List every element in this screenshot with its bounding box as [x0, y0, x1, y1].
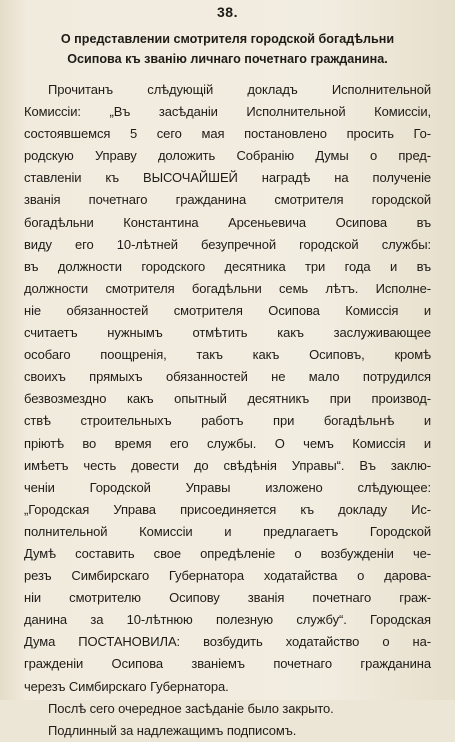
- body-line: Прочитанъ слѣдующій докладъ Исполнительной: [48, 82, 431, 97]
- body-line: виду его 10-лѣтней безупречной городской службы:: [24, 236, 431, 252]
- body-line: считаетъ нужнымъ отмѣтить какъ заслуживающее: [24, 325, 431, 341]
- body-line: состоявшемся 5 сего мая постановлено просить Го-: [24, 126, 431, 142]
- body-line: пріютѣ во время его службы. О чемъ Комиссія и: [24, 435, 431, 451]
- body-line: имѣетъ честь довести до свѣдѣнія Управы“. Въ заклю-: [24, 457, 431, 473]
- body-line: особаго поощренія, такъ какъ Осиповъ, кромѣ: [24, 347, 431, 363]
- body-line: данина за 10-лѣтнюю полезную службу“. Городская: [24, 612, 431, 628]
- body-line: родскую Управу доложить Собранію Думы о пред-: [24, 148, 431, 164]
- body-line: должности смотрителя богадѣльни семь лѣтъ. Исполне-: [24, 280, 431, 296]
- body-line: ставленіи къ ВЫСОЧАЙШЕЙ наградѣ на полученіе: [24, 170, 431, 186]
- closing-line: Послѣ сего очередное засѣданіе было закрыто.: [48, 700, 334, 716]
- body-line: Дума ПОСТАНОВИЛА: возбудить ходатайство о на-: [24, 634, 431, 650]
- body-line: своихъ прямыхъ обязанностей не мало потрудился: [24, 369, 431, 385]
- body-paragraph: [24, 79, 431, 698]
- body-line: званія почетнаго гражданина смотрителя городской: [24, 192, 431, 208]
- body-line: Комиссіи: „Въ засѣданіи Исполнительной Комиссіи,: [24, 104, 431, 120]
- body-line: гражденіи Осипова званіемъ почетнаго гражданина: [24, 656, 431, 672]
- body-line: безвозмездно какъ опытный десятникъ при производ-: [24, 391, 431, 407]
- body-line: въ должности городского десятника три года и въ: [24, 258, 431, 274]
- body-line: ченіи Городской Управы изложено слѣдующее:: [24, 479, 431, 495]
- heading-line: Осипова къ званію личнаго почетнаго гражданина.: [67, 52, 388, 66]
- body-line: ствѣ строительныхъ работъ при богадѣльнѣ и: [24, 413, 431, 429]
- body-line: „Городская Управа присоединяется къ докладу Ис-: [24, 501, 431, 517]
- body-line: богадѣльни Константина Арсеньевича Осипова въ: [24, 214, 431, 230]
- closing-line: Подлинный за надлежащимъ подписомъ.: [48, 722, 297, 738]
- body-line: ніи смотрителю Осипову званія почетнаго граж-: [24, 590, 431, 606]
- body-line: черезъ Симбирскаго Губернатора.: [24, 678, 229, 694]
- closing-paragraph: [24, 698, 431, 742]
- body-line: полнительной Комиссіи и предлагаетъ Городской: [24, 523, 431, 539]
- heading-line: О представлении смотрителя городской богадѣльни: [60, 32, 395, 46]
- body-line: ніе обязанностей смотрителя Осипова Комиссія и: [24, 302, 431, 318]
- body-line: Думѣ составить свое опредѣленіе о возбужденіи че-: [24, 545, 431, 561]
- page-number: 38.: [217, 4, 238, 20]
- section-heading: [24, 29, 431, 69]
- body-line: резъ Симбирскаго Губернатора ходатайства о дарова-: [24, 568, 431, 584]
